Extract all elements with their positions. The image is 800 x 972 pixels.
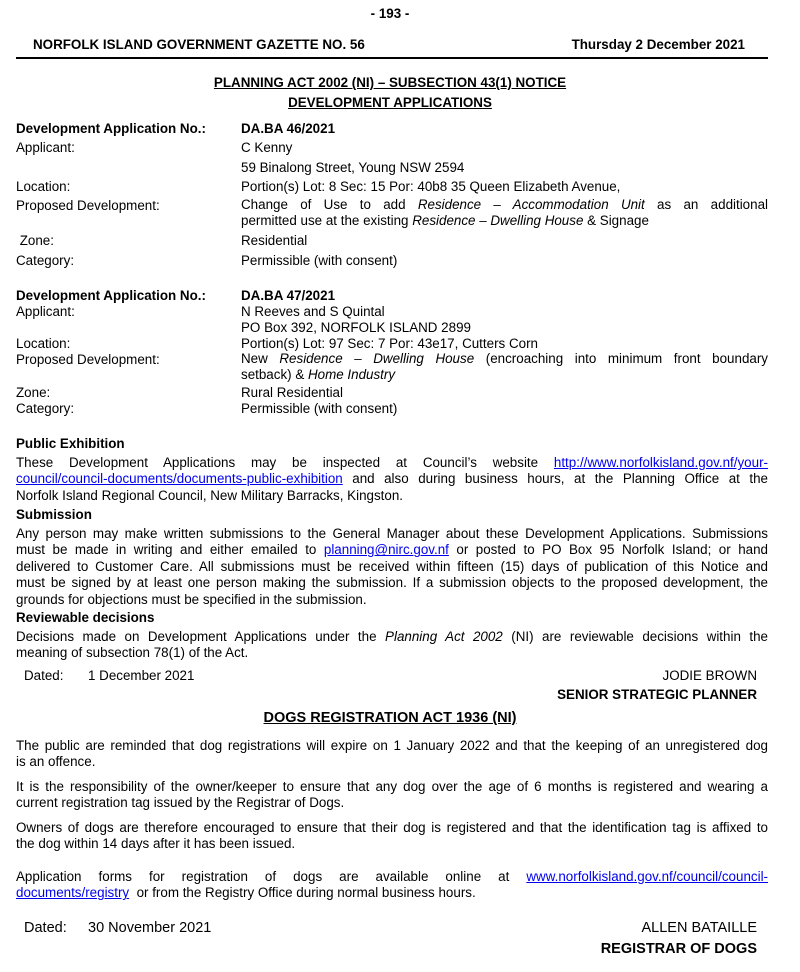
exhibition-link-cont[interactable]: council/council-documents/documents-public-exhibition <box>16 471 343 487</box>
submission-text: Any person may make written submissions to the General Manager about these Development Applications. Submissions must be made in writing and either emailed to planning@nirc.gov.nf or posted to PO Box 95 Norfolk Island; or hand delivered to Customer Care. All submissions must be received within fifteen (15) days of publication of this Notice and must be signed by at least one person making the submission. If a submission objects to the proposed development, the grounds for objections must be specified in the submission. <box>16 526 768 607</box>
app2-location-label: Location: <box>16 336 71 351</box>
public-exhibition-text: These Development Applications may be inspected at Council’s website http://www.norfolkisland.gov.nf/your- council/council-documents/documents-public-exhibition and also during business hours, at the Planning Office at the Norfolk Island Regional Council, New Military Barracks, Kingston. <box>16 455 768 503</box>
app2-zone-label: Zone: <box>16 385 51 400</box>
submission-heading: Submission <box>16 507 92 522</box>
planning-signer-title: SENIOR STRATEGIC PLANNER <box>557 687 757 702</box>
planning-signer-name: JODIE BROWN <box>662 668 757 683</box>
app1-applicant-label: Applicant: <box>16 140 75 155</box>
exhibition-link[interactable]: http://www.norfolkisland.gov.nf/your- <box>553 455 768 470</box>
app1-applicant-name: C Kenny <box>241 140 293 155</box>
dogs-paragraph-1: The public are reminded that dog registrations will expire on 1 January 2022 and that the keeping of an unregistered dog is an offence. <box>16 738 768 770</box>
app1-proposed-label: Proposed Development: <box>16 198 160 213</box>
app1-location-value: Portion(s) Lot: 8 Sec: 15 Por: 40b8 35 Queen Elizabeth Avenue, <box>241 179 621 194</box>
reviewable-text: Decisions made on Development Applications under the Planning Act 2002 (NI) are reviewable decisions within the meaning of subsection 78(1) of the Act. <box>16 629 768 661</box>
app1-location-label: Location: <box>16 179 71 194</box>
app2-applicant-label: Applicant: <box>16 304 75 319</box>
page-number: - 193 - <box>370 6 410 21</box>
app1-no-label: Development Application No.: <box>16 121 206 136</box>
registry-link[interactable]: www.norfolkisland.gov.nf/council/council- <box>526 869 768 884</box>
app2-zone-value: Rural Residential <box>241 385 343 400</box>
app2-location-value: Portion(s) Lot: 97 Sec: 7 Por: 43e17, Cutters Corn <box>241 336 538 351</box>
app1-applicant-address: 59 Binalong Street, Young NSW 2594 <box>241 160 465 175</box>
app2-category-value: Permissible (with consent) <box>241 401 398 416</box>
planning-title: PLANNING ACT 2002 (NI) – SUBSECTION 43(1) NOTICE <box>213 75 567 90</box>
app2-category-label: Category: <box>16 401 75 416</box>
planning-dated-value: 1 December 2021 <box>88 668 195 683</box>
dogs-paragraph-4: Application forms for registration of dogs are available online at www.norfolkisland.gov.nf/council/council- documents/registry or from the Registry Office during normal business hours. <box>16 869 768 901</box>
app1-zone-value: Residential <box>241 233 308 248</box>
app1-category-value: Permissible (with consent) <box>241 253 398 268</box>
app2-applicant-address: PO Box 392, NORFOLK ISLAND 2899 <box>241 320 471 335</box>
app1-proposed-value: Change of Use to add Residence – Accommodation Unit as an additional permitted use at the existing Residence – Dwelling House & Signage <box>241 197 768 229</box>
app2-applicant-name: N Reeves and S Quintal <box>241 304 385 319</box>
app2-proposed-label: Proposed Development: <box>16 352 160 367</box>
planning-dated-label: Dated: <box>24 668 64 683</box>
dogs-dated-value: 30 November 2021 <box>88 920 212 936</box>
header-divider <box>16 57 768 59</box>
app1-zone-label: Zone: <box>16 233 54 248</box>
gazette-date: Thursday 2 December 2021 <box>571 37 745 52</box>
dogs-paragraph-3: Owners of dogs are therefore encouraged to ensure that their dog is registered and that the identification tag is affixed to the dog within 14 days after it has been issued. <box>16 820 768 852</box>
planning-email-link[interactable]: planning@nirc.gov.nf <box>323 542 449 558</box>
planning-subtitle: DEVELOPMENT APPLICATIONS <box>288 95 492 110</box>
dogs-signer-title: REGISTRAR OF DOGS <box>600 941 757 957</box>
public-exhibition-heading: Public Exhibition <box>16 436 125 451</box>
dogs-title: DOGS REGISTRATION ACT 1936 (NI) <box>263 710 517 726</box>
app2-no-value: DA.BA 47/2021 <box>241 288 336 303</box>
app2-proposed-value: New Residence – Dwelling House (encroaching into minimum front boundary setback) & Home Industry <box>241 351 768 383</box>
app1-no-value: DA.BA 46/2021 <box>241 121 336 136</box>
dogs-dated-label: Dated: <box>24 920 67 936</box>
registry-link-cont[interactable]: documents/registry <box>16 885 130 901</box>
app2-no-label: Development Application No.: <box>16 288 206 303</box>
app1-category-label: Category: <box>16 253 75 268</box>
dogs-paragraph-2: It is the responsibility of the owner/keeper to ensure that any dog over the age of 6 months is registered and wearing a current registration tag issued by the Registrar of Dogs. <box>16 779 768 811</box>
dogs-signer-name: ALLEN BATAILLE <box>641 920 757 936</box>
reviewable-heading: Reviewable decisions <box>16 610 155 625</box>
gazette-title: NORFOLK ISLAND GOVERNMENT GAZETTE NO. 56 <box>33 37 365 52</box>
